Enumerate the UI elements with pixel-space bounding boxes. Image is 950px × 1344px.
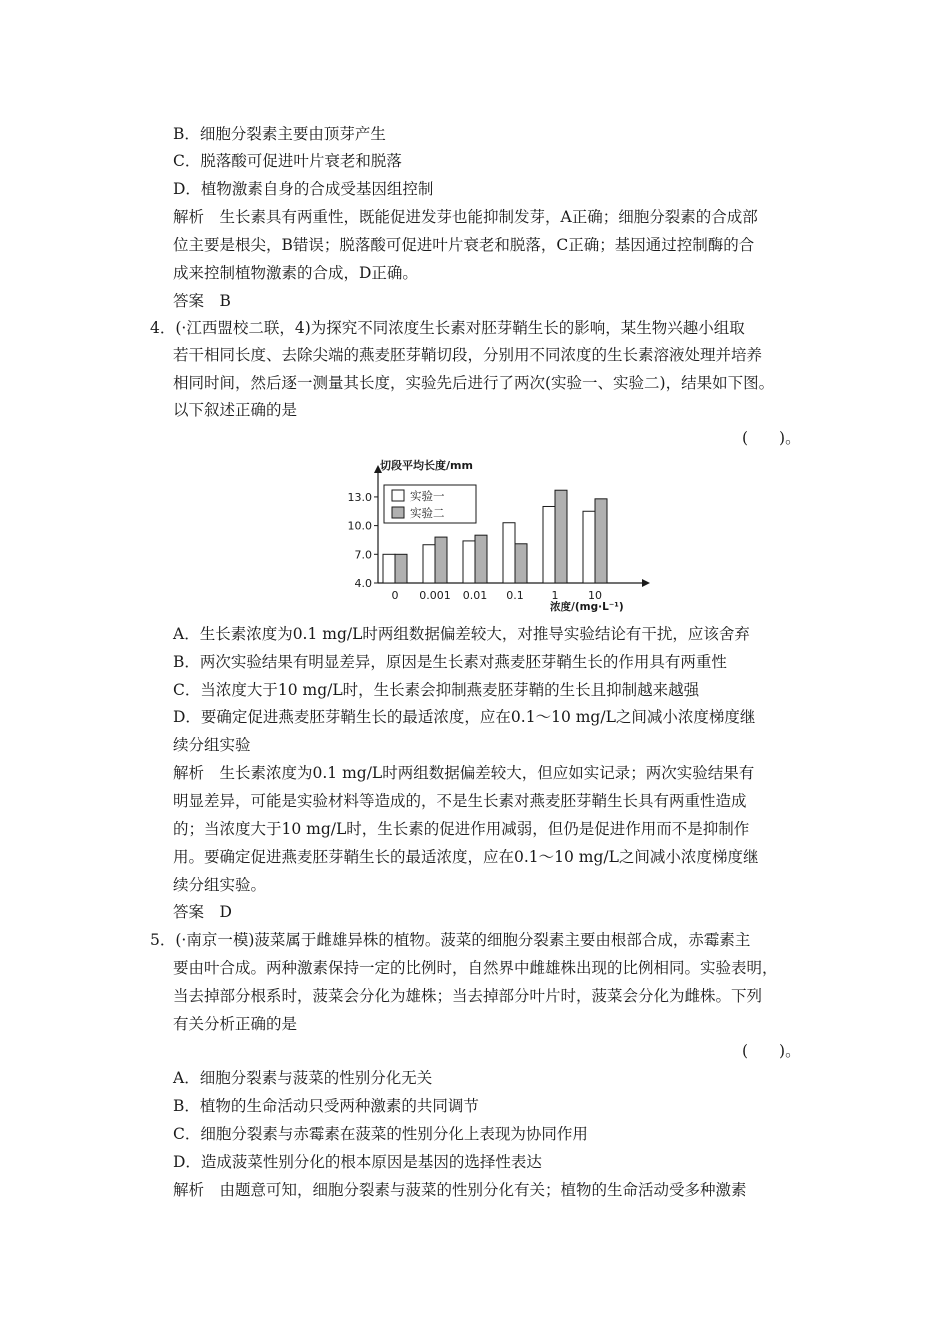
q3-analysis-line: 成来控制植物激素的合成，D正确。 [173, 264, 418, 282]
q4-answer-blank: ( )。 [742, 429, 801, 447]
q4-answer: 答案 D [173, 903, 232, 921]
x-axis-arrow [642, 579, 650, 587]
bar-series-1 [503, 523, 515, 583]
q4-option-d: D．要确定促进燕麦胚芽鞘生长的最适浓度，应在0.1～10 mg/L之间减小浓度梯度继 [173, 708, 756, 726]
bar-series-2 [595, 499, 607, 583]
y-tick-label: 7.0 [354, 548, 372, 562]
q5-option-d: D．造成菠菜性别分化的根本原因是基因的选择性表达 [173, 1153, 542, 1171]
bar-series-1 [583, 511, 595, 583]
q4-option-c: C．当浓度大于10 mg/L时，生长素会抑制燕麦胚芽鞘的生长且抑制越来越强 [173, 681, 700, 699]
chart-ylabel: 切段平均长度/mm [380, 459, 473, 472]
x-tick-label: 10 [588, 589, 602, 602]
x-tick-label: 0.1 [506, 589, 524, 602]
q3-option-b: B．细胞分裂素主要由顶芽产生 [173, 125, 386, 143]
q4-analysis-line: 解析 生长素浓度为0.1 mg/L时两组数据偏差较大，但应如实记录；两次实验结果有 [173, 764, 755, 782]
q5-analysis-line: 解析 由题意可知，细胞分裂素与菠菜的性别分化有关；植物的生命活动受多种激素 [173, 1181, 747, 1199]
q3-analysis-line: 解析 生长素具有两重性，既能促进发芽也能抑制发芽，A正确；细胞分裂素的合成部 [173, 208, 758, 226]
bar-series-1 [543, 506, 555, 583]
legend-swatch-series-1 [392, 490, 404, 501]
bar-series-2 [475, 535, 487, 583]
q5-stem-line: 5．(·南京一模)菠菜属于雌雄异株的植物。菠菜的细胞分裂素主要由根部合成，赤霉素主 [150, 931, 751, 949]
bar-chart [347, 455, 650, 620]
q4-option-b: B．两次实验结果有明显差异，原因是生长素对燕麦胚芽鞘生长的作用具有两重性 [173, 653, 727, 671]
bar-series-1 [463, 541, 475, 583]
x-tick-label: 0 [391, 589, 399, 602]
q5-answer-blank: ( )。 [742, 1042, 801, 1060]
chart-xlabel: 浓度/(mg·L⁻¹) [550, 601, 624, 613]
bar-series-2 [395, 554, 407, 583]
y-tick-label: 13.0 [347, 490, 372, 504]
q4-stem-line: 4．(·江西盟校二联，4)为探究不同浓度生长素对胚芽鞘生长的影响，某生物兴趣小组取 [150, 319, 745, 337]
bar-series-2 [515, 544, 527, 583]
q3-option-c: C．脱落酸可促进叶片衰老和脱落 [173, 152, 402, 170]
y-tick-label: 10.0 [347, 519, 372, 533]
q4-option-d-cont: 续分组实验 [173, 736, 251, 754]
legend-label-series-2: 实验二 [410, 506, 445, 520]
q4-analysis-line: 用。要确定促进燕麦胚芽鞘生长的最适浓度，应在0.1～10 mg/L之间减小浓度梯度继 [173, 848, 759, 866]
bar-series-2 [435, 537, 447, 583]
legend-label-series-1: 实验一 [410, 489, 445, 503]
q4-analysis-line: 的；当浓度大于10 mg/L时，生长素的促进作用减弱，但仍是促进作用而不是抑制作 [173, 820, 750, 838]
chart-legend [384, 485, 476, 523]
bar-series-1 [423, 545, 435, 583]
bar-series-2 [555, 490, 567, 583]
q3-analysis-line: 位主要是根尖，B错误；脱落酸可促进叶片衰老和脱落，C正确；基因通过控制酶的合 [173, 236, 755, 254]
q4-stem-line: 若干相同长度、去除尖端的燕麦胚芽鞘切段，分别用不同浓度的生长素溶液处理并培养 [173, 346, 763, 364]
q5-stem-line: 有关分析正确的是 [173, 1015, 298, 1033]
x-tick-label: 0.001 [419, 589, 451, 602]
bar-series-1 [383, 554, 395, 583]
q4-analysis-line: 明显差异，可能是实验材料等造成的，不是生长素对燕麦胚芽鞘生长具有两重性造成 [173, 792, 747, 810]
legend-swatch-series-2 [392, 507, 404, 518]
q4-stem-line: 相同时间，然后逐一测量其长度，实验先后进行了两次(实验一、实验二)，结果如下图。 [173, 374, 775, 392]
q3-answer: 答案 B [173, 292, 231, 310]
q4-option-a: A．生长素浓度为0.1 mg/L时两组数据偏差较大，对推导实验结论有干扰，应该舍弃 [173, 625, 750, 643]
x-tick-label: 1 [551, 589, 559, 602]
q4-stem-line: 以下叙述正确的是 [173, 401, 298, 419]
q5-option-a: A．细胞分裂素与菠菜的性别分化无关 [173, 1069, 433, 1087]
q3-option-d: D．植物激素自身的合成受基因组控制 [173, 180, 434, 198]
q5-stem-line: 要由叶合成。两种激素保持一定的比例时，自然界中雌雄株出现的比例相同。实验表明， [173, 959, 778, 977]
q5-option-c: C．细胞分裂素与赤霉素在菠菜的性别分化上表现为协同作用 [173, 1125, 588, 1143]
q5-stem-line: 当去掉部分根系时，菠菜会分化为雄株；当去掉部分叶片时，菠菜会分化为雌株。下列 [173, 987, 763, 1005]
x-tick-label: 0.01 [462, 589, 488, 602]
q5-option-b: B．植物的生命活动只受两种激素的共同调节 [173, 1097, 479, 1115]
q4-analysis-line: 续分组实验。 [173, 876, 267, 894]
y-tick-label: 4.0 [354, 577, 372, 590]
